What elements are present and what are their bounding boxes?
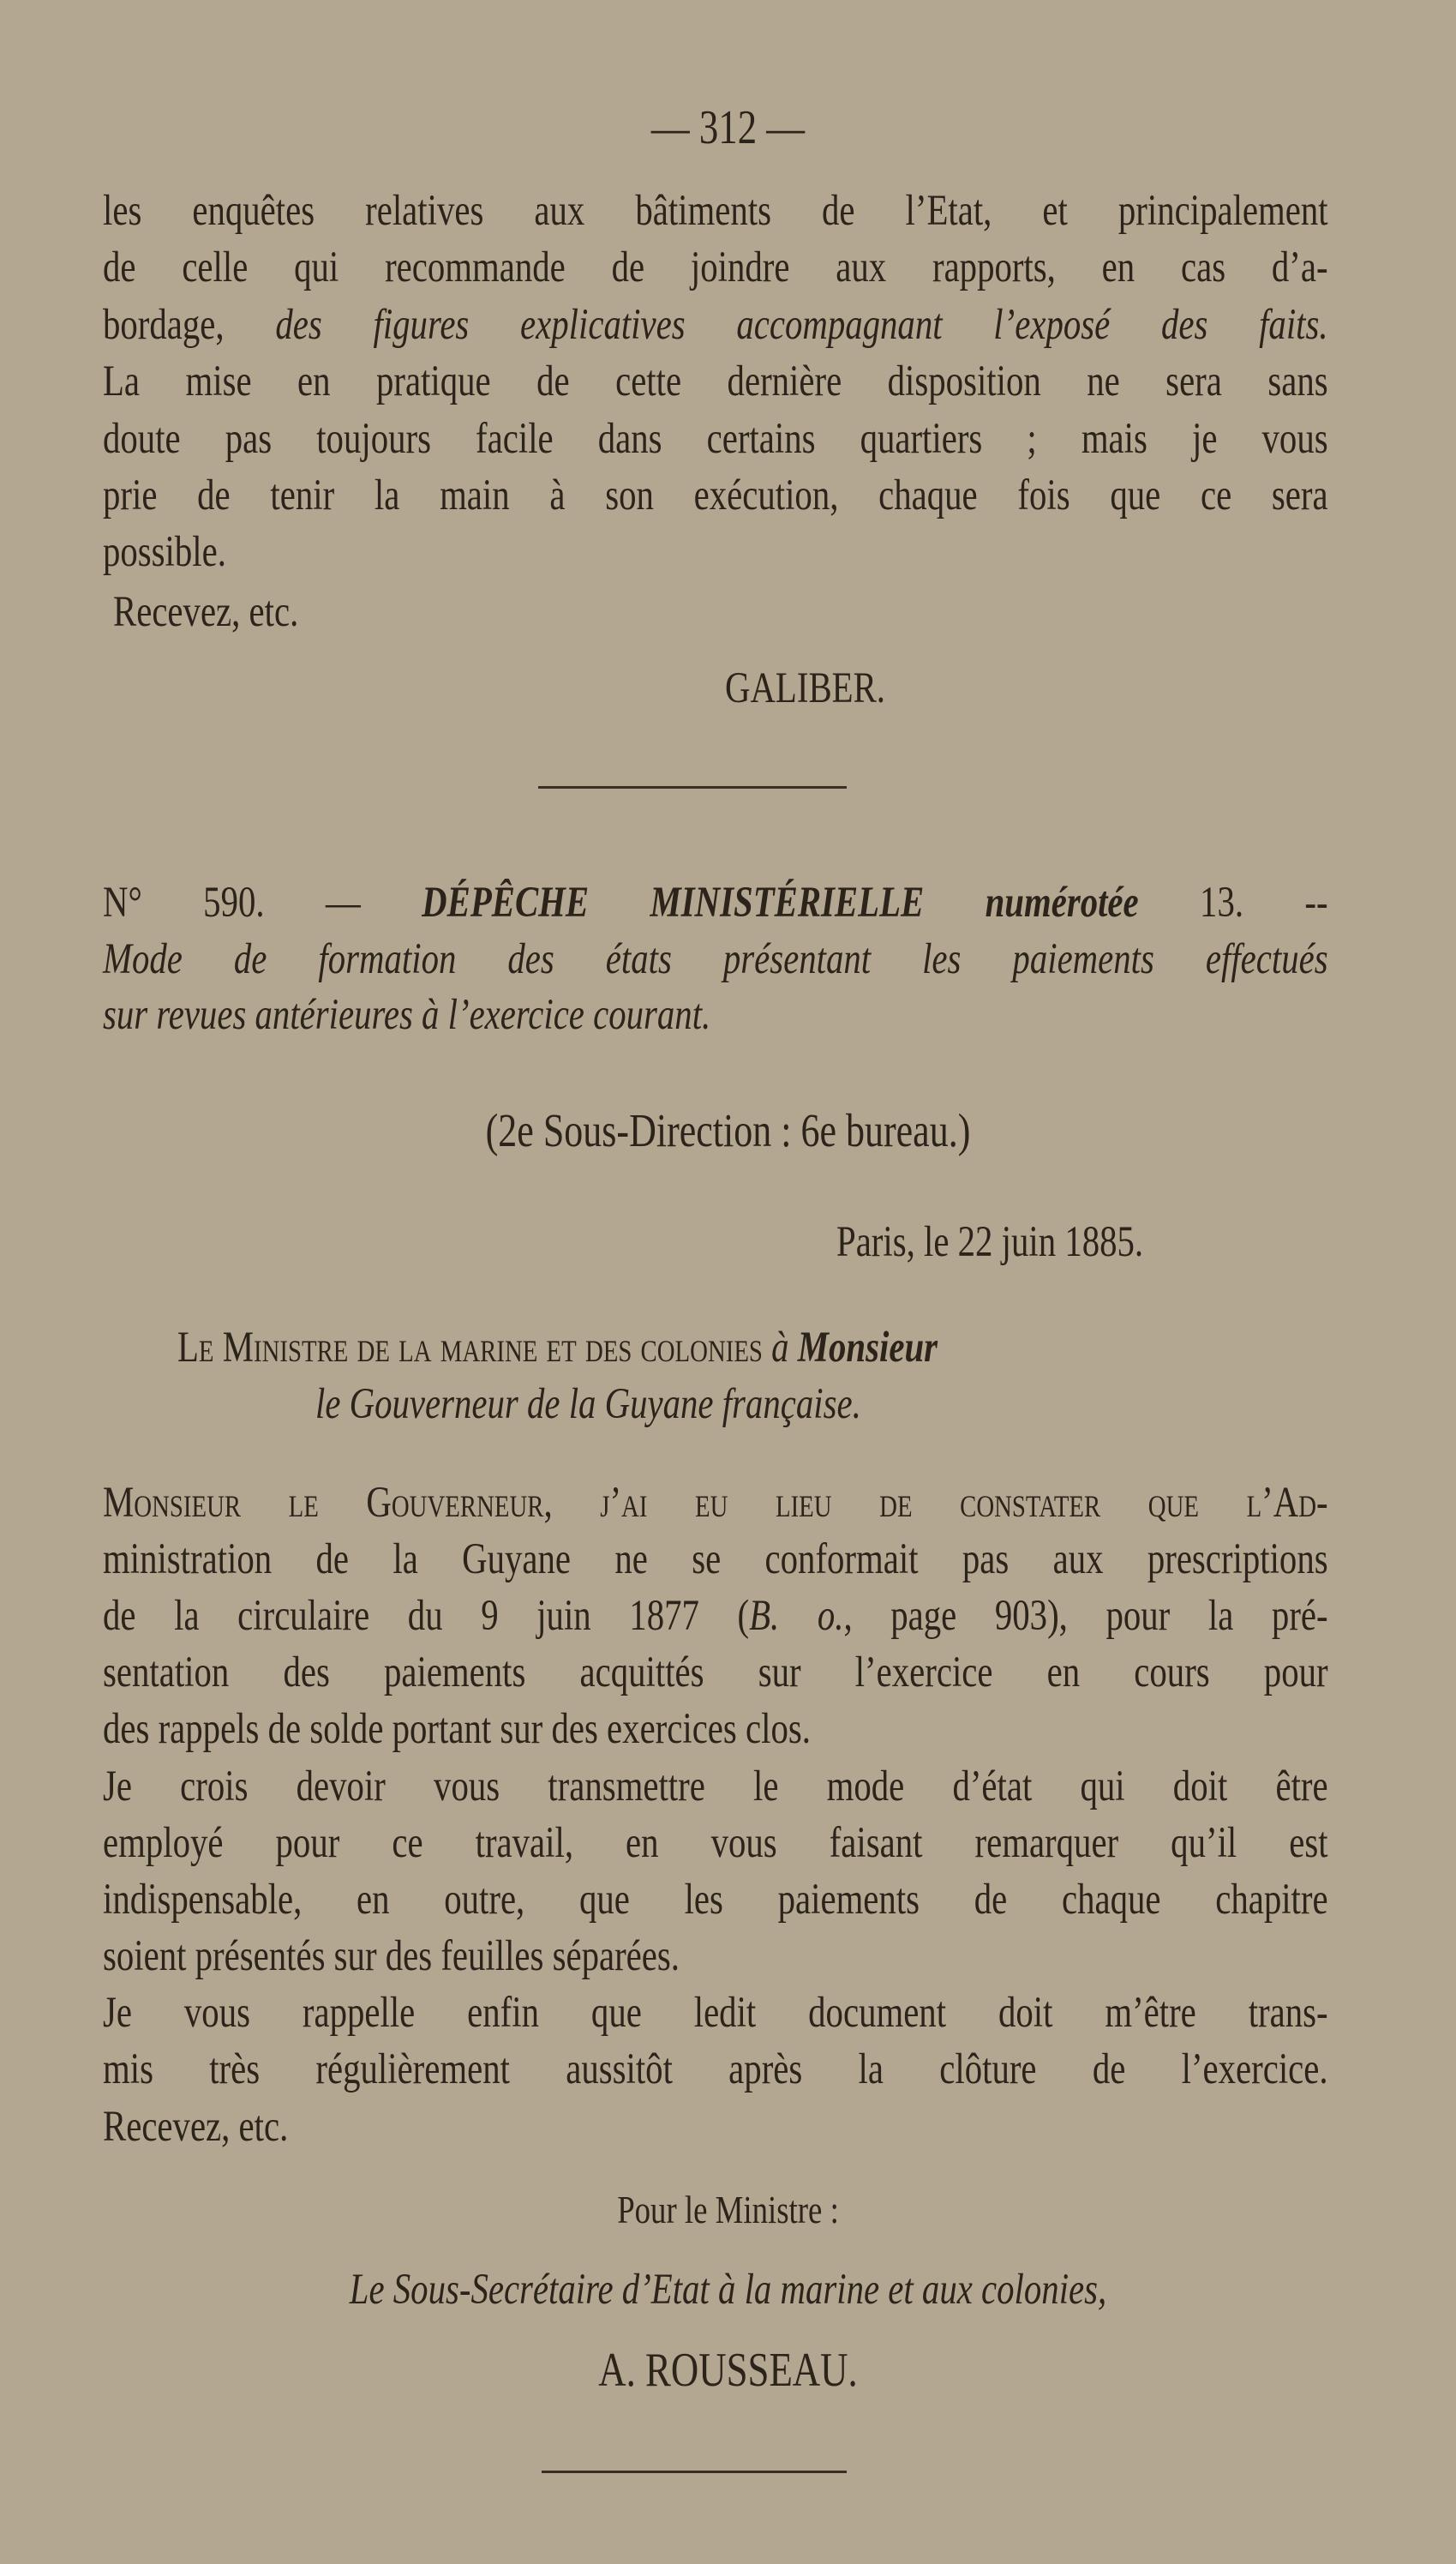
pour-le-ministre: Pour le Ministre : xyxy=(617,2188,839,2231)
address-a: à xyxy=(762,1324,798,1372)
dispatch-subtitle: sur revues antérieures à l’exercice courant. xyxy=(103,991,711,1039)
dispatch-title: DÉPÊCHE MINISTÉRIELLE numérotée xyxy=(422,879,1139,927)
closing-text: Recevez, etc. xyxy=(113,588,299,636)
divider xyxy=(538,786,847,789)
text-line: de celle qui recommande de joindre aux rapports, en cas d’a- xyxy=(103,243,1328,291)
body-line: Monsieur le Gouverneur, j’ai eu lieu de constater que l’Ad- xyxy=(103,1479,1328,1527)
page-number: — 312 — xyxy=(650,101,806,154)
body-line: soient présentés sur des feuilles séparées. xyxy=(103,1932,680,1980)
body-line: Je vous rappelle enfin que ledit document doit m’être trans- xyxy=(103,1989,1328,2037)
body-line xyxy=(103,1589,1328,1642)
text-span: , page 903), pour la pré- xyxy=(843,1592,1328,1640)
text-line: doute pas toujours facile dans certains quartiers ; mais je vous xyxy=(103,415,1328,463)
divider xyxy=(542,2471,847,2473)
text-line xyxy=(103,298,1328,351)
address-sender: Le Ministre de la marine et des colonies xyxy=(177,1324,763,1372)
address-line: le Gouverneur de la Guyane française. xyxy=(315,1380,861,1428)
date-line: Paris, le 22 juin 1885. xyxy=(836,1218,1144,1266)
text-line: La mise en pratique de cette dernière disposition ne sera sans xyxy=(103,357,1328,405)
dispatch-num: 13. -- xyxy=(1138,879,1328,927)
text-line: possible. xyxy=(103,528,226,576)
text-line: prie de tenir la main à son exécution, chaque fois que ce sera xyxy=(103,471,1328,519)
signature: A. ROUSSEAU. xyxy=(598,2344,858,2397)
direction: (2e Sous-Direction : 6e bureau.) xyxy=(485,1104,971,1156)
body-line: mis très régulièrement aussitôt après la clôture de l’exercice. xyxy=(103,2045,1328,2093)
closing-text: Recevez, etc. xyxy=(103,2103,289,2151)
address-monsieur: Monsieur xyxy=(797,1324,938,1372)
signature: GALIBER. xyxy=(725,664,885,712)
body-line: des rappels de solde portant sur des exercices clos. xyxy=(103,1705,811,1753)
address-line xyxy=(177,1321,1165,1374)
signatory-title: Le Sous-Secrétaire d’Etat à la marine et aux colonies, xyxy=(349,2266,1107,2314)
text-span: de la circulaire du 9 juin 1877 ( xyxy=(103,1592,750,1640)
italic-phrase: des figures explicatives accompagnant l’exposé des faits. xyxy=(275,301,1328,349)
body-line: indispensable, en outre, que les paiements de chaque chapitre xyxy=(103,1876,1328,1924)
dispatch-heading xyxy=(103,876,1328,929)
dispatch-subtitle: Mode de formation des états présentant les paiements effectués xyxy=(103,935,1328,983)
dispatch-number: N° 590. — xyxy=(103,879,422,927)
text-span: bordage, xyxy=(103,301,276,349)
text-line: les enquêtes relatives aux bâtiments de l’Etat, et principalement xyxy=(103,187,1328,235)
body-line: sentation des paiements acquittés sur l’exercice en cours pour xyxy=(103,1648,1328,1696)
italic-ref: B. o. xyxy=(749,1592,844,1640)
body-line: ministration de la Guyane ne se conformait pas aux prescriptions xyxy=(103,1535,1328,1583)
body-line: employé pour ce travail, en vous faisant remarquer qu’il est xyxy=(103,1819,1328,1867)
body-line: Je crois devoir vous transmettre le mode d’état qui doit être xyxy=(103,1762,1328,1810)
